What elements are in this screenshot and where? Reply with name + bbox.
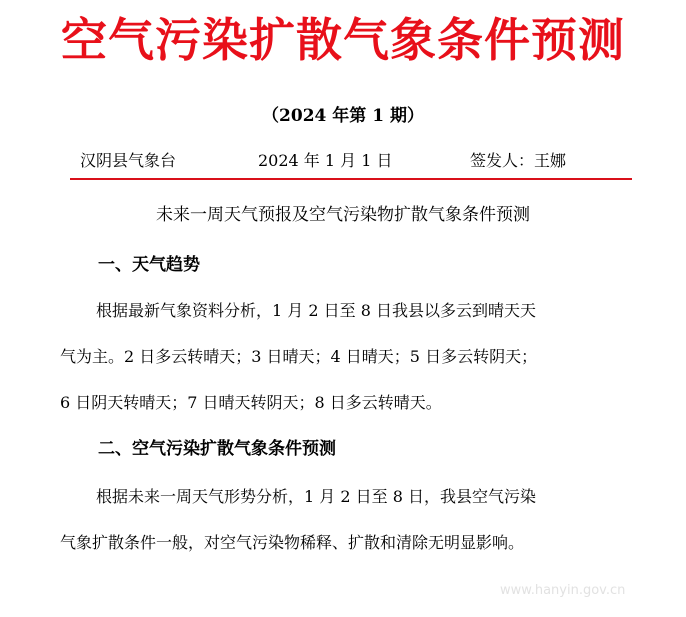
website-watermark: www.hanyin.gov.cn (500, 583, 626, 598)
issuing-organization: 汉阴县气象台 (80, 151, 177, 170)
paragraph-line: 气为主。2 日多云转晴天；3 日晴天；4 日晴天；5 日多云转阴天； (60, 347, 538, 366)
paragraph-line: 6 日阴天转晴天；7 日晴天转阴天；8 日多云转晴天。 (60, 393, 442, 412)
paragraph-line: 根据最新气象资料分析，1 月 2 日至 8 日我县以多云到晴天天 (96, 301, 536, 320)
issue-date: 2024 年 1 月 1 日 (258, 151, 393, 170)
section-heading-diffusion-forecast: 二、空气污染扩散气象条件预测 (98, 439, 336, 459)
paragraph-line: 根据未来一周天气形势分析，1 月 2 日至 8 日，我县空气污染 (96, 487, 536, 506)
issue-number: （2024 年第 1 期） (262, 106, 424, 126)
section-body-weather-trend (60, 298, 640, 416)
red-divider-line (70, 178, 632, 180)
section-body-diffusion-forecast (60, 484, 640, 556)
document-title: 空气污染扩散气象条件预测 (61, 13, 625, 67)
signer: 签发人：王娜 (470, 151, 567, 170)
section-heading-weather-trend: 一、天气趋势 (98, 255, 200, 275)
document-subtitle: 未来一周天气预报及空气污染物扩散气象条件预测 (156, 205, 530, 225)
document-header-row (0, 148, 686, 174)
paragraph-line: 气象扩散条件一般，对空气污染物稀释、扩散和清除无明显影响。 (60, 533, 525, 552)
